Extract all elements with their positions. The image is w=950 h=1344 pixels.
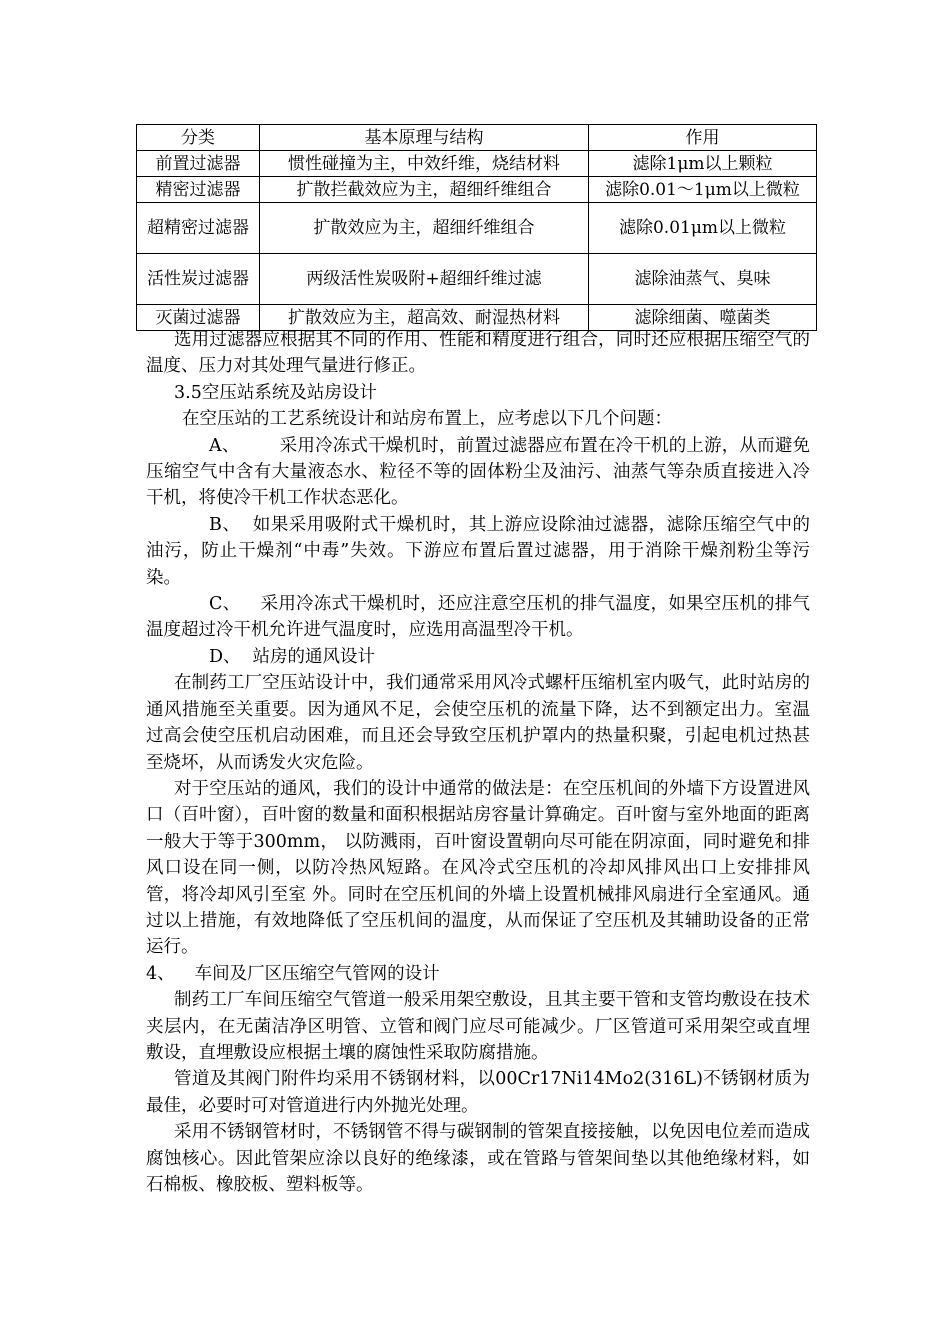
table-cell: 滤除0.01μm以上微粒 — [589, 203, 817, 254]
list-item-b — [146, 512, 810, 591]
list-text-d: 站房的通风设计 — [252, 646, 376, 667]
table-cell: 扩散效应为主，超高效、耐湿热材料 — [260, 305, 589, 331]
document-body — [146, 327, 810, 1198]
header-category: 分类 — [137, 125, 260, 151]
table-row — [137, 203, 817, 254]
paragraph-ventilation: 在制药工厂空压站设计中，我们通常采用风冷式螺杆压缩机室内吸气，此时站房的通风措施至关重要。因为通风不足，会使空压机的流量下降，达不到额定出力。室温过高会使空压机启动困难，而且还会导致空压机护罩内的热量积聚，引起电机过热甚至烧坏，从而诱发火灾危险。 — [146, 673, 810, 773]
header-principle: 基本原理与结构 — [260, 125, 589, 151]
list-text-c: 采用冷冻式干燥机时，还应注意空压机的排气温度，如果空压机的排气温度超过冷干机允许进气温度时，应选用高温型冷干机。 — [146, 594, 811, 641]
table-cell: 两级活性炭吸附+超细纤维过滤 — [260, 254, 589, 305]
table-cell: 精密过滤器 — [137, 177, 260, 203]
table-header-row — [137, 125, 817, 151]
table-cell: 灭菌过滤器 — [137, 305, 260, 331]
table-cell: 滤除0.01～1μm以上微粒 — [589, 177, 817, 203]
table-cell: 扩散效应为主，超细纤维组合 — [260, 203, 589, 254]
section-heading-4 — [146, 961, 810, 987]
list-text-b: 如果采用吸附式干燥机时，其上游应设除油过滤器，滤除压缩空气中的油污，防止干燥剂“中毒”失效。下游应布置后置过滤器，用于消除干燥剂粉尘等污染。 — [146, 514, 810, 588]
list-item-c — [146, 591, 810, 644]
heading-number: 4、 — [146, 963, 175, 984]
paragraph-pipe-material: 管道及其阀门附件均采用不锈钢材料，以00Cr17Ni14Mo2(316L)不锈钢材质为最佳，必要时可对管道进行内外抛光处理。 — [146, 1069, 810, 1116]
table-cell: 前置过滤器 — [137, 151, 260, 177]
table-cell: 滤除细菌、噬菌类 — [589, 305, 817, 331]
table-cell: 滤除油蒸气、臭味 — [589, 254, 817, 305]
table-cell: 惯性碰撞为主，中效纤维，烧结材料 — [260, 151, 589, 177]
paragraph-intro: 在空压站的工艺系统设计和站房布置上，应考虑以下几个问题： — [182, 409, 672, 430]
table-row — [137, 151, 817, 177]
list-label-d: D、 — [209, 646, 241, 667]
paragraph-pipe-laying: 制药工厂车间压缩空气管道一般采用架空敷设，且其主要干管和支管均敷设在技术夹层内，在无菌洁净区明管、立管和阀门应尽可能减少。厂区管道可采用架空或直埋敷设，直埋敷设应根据土壤的腐蚀性采取防腐措施。 — [146, 990, 810, 1063]
table-row — [137, 177, 817, 203]
list-label-a: A、 — [209, 435, 240, 456]
table-cell: 活性炭过滤器 — [137, 254, 260, 305]
paragraph-pipe-insulation: 采用不锈钢管材时，不锈钢管不得与碳钢制的管架直接接触，以免因电位差而造成腐蚀核心。因此管架应涂以良好的绝缘漆，或在管路与管架间垫以其他绝缘材料，如石棉板、橡胶板、塑料板等。 — [146, 1122, 810, 1195]
list-text-a: 采用冷冻式干燥机时，前置过滤器应布置在冷干机的上游，从而避免压缩空气中含有大量液态水、粒径不等的固体粉尘及油污、油蒸气等杂质直接进入冷干机，将使冷干机工作状态恶化。 — [146, 435, 811, 509]
list-label-b: B、 — [209, 514, 241, 535]
paragraph-ventilation-design: 对于空压站的通风，我们的设计中通常的做法是：在空压机间的外墙下方设置进风口（百叶窗），百叶窗的数量和面积根据站房容量计算确定。百叶窗与室外地面的距离一般大于等于300mm， 以防溅雨，百叶窗设置朝向尽可能在阴凉面，同时避免和排风口设在同一侧，以防冷热风短路。在风冷式空压机的冷却风排风出口上安排排风管，将冷却风引至室 外。同时在空压机间的外墙上设置机械排风扇进行全室通风。通过以上措施，有效地降低了空压机间的温度，从而保证了空压机及其辅助设备的正常运行。 — [146, 778, 810, 958]
list-label-c: C、 — [209, 594, 241, 615]
table-cell: 超精密过滤器 — [137, 203, 260, 254]
table-row — [137, 254, 817, 305]
heading-text: 车间及厂区压缩空气管网的设计 — [194, 963, 440, 984]
section-heading-3-5: 3.5空压站系统及站房设计 — [174, 382, 377, 403]
table-cell: 滤除1μm以上颗粒 — [589, 151, 817, 177]
filter-table — [136, 124, 817, 331]
header-function: 作用 — [589, 125, 817, 151]
paragraph-filter-selection: 选用过滤器应根据其不同的作用、性能和精度进行组合，同时还应根据压缩空气的温度、压力对其处理气量进行修正。 — [146, 330, 810, 377]
table-cell: 扩散拦截效应为主，超细纤维组合 — [260, 177, 589, 203]
list-item-a — [146, 433, 810, 512]
list-item-d — [146, 644, 810, 670]
